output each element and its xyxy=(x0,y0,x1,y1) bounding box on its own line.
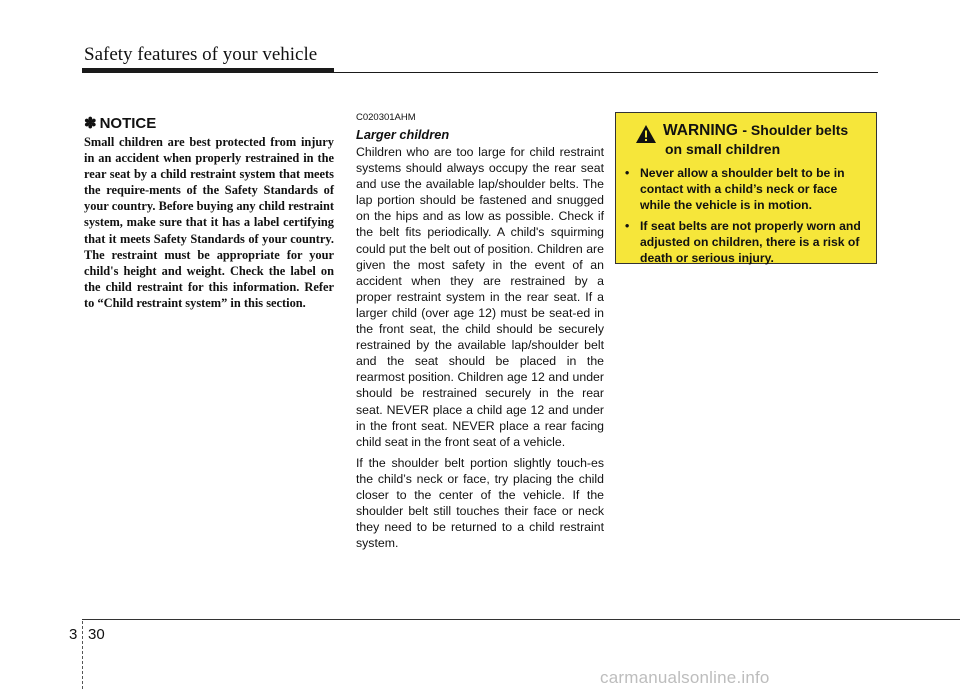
larger-children-column xyxy=(356,112,604,556)
warning-title-rest: - Shoulder belts xyxy=(742,122,849,138)
warning-title-row xyxy=(625,121,867,158)
bullet-icon: • xyxy=(625,219,630,233)
warning-list xyxy=(625,165,867,266)
notice-column xyxy=(84,114,334,311)
header-rule-thin xyxy=(82,72,878,73)
page-divider xyxy=(82,621,83,689)
warning-item-text: Never allow a shoulder belt to be in contact with a child’s neck or face while the vehicle is in motion. xyxy=(640,166,845,212)
notice-mark-icon: ✽ xyxy=(84,115,97,132)
watermark: carmanualsonline.info xyxy=(600,668,770,687)
page-number: 30 xyxy=(88,626,105,643)
warning-box xyxy=(615,112,877,264)
section-title: Safety features of your vehicle xyxy=(84,44,318,65)
notice-heading xyxy=(84,114,334,132)
notice-body: Small children are best protected from injury in an accident when properly restrained in the rear seat by a child restraint system that meets the require-ments of the Safety Standards of your country. Before buying any child restraint system, make sure that it has a label certifying that it meets Safety Standards of your country. The restraint must be appropriate for your child's height and weight. Check the label on the child restraint for this information. Refer to “Child restraint system” in this section. xyxy=(84,135,334,310)
footer-rule xyxy=(82,619,960,620)
warning-item xyxy=(625,165,867,213)
warning-title-line2: on small children xyxy=(665,141,781,157)
notice-heading-text: NOTICE xyxy=(99,115,157,132)
chapter-number: 3 xyxy=(69,626,78,643)
larger-children-paragraph-1: Children who are too large for child restraint systems should always occupy the rear seat and use the available lap/shoulder belts. The lap portion should be fastened and snugged on the hips and as low as possible. Check if the belt fits periodically. A child's squirming could put the belt out of position. Children are given the most safety in the event of an accident when they are restrained by a proper restraint system in the rear seat. If a larger child (over age 12) must be seat-ed in the front seat, the child should be securely restrained by the available lap/shoulder belt and the seat should be placed in the rearmost position. Children age 12 and under should be restrained securely in the rear seat. NEVER place a child age 12 and under in the front seat. NEVER place a rear facing child seat in the front seat of a vehicle. xyxy=(356,145,604,449)
warning-triangle-icon xyxy=(635,124,657,144)
warning-item xyxy=(625,218,867,266)
bullet-icon: • xyxy=(625,166,630,180)
warning-label: WARNING xyxy=(663,122,738,139)
section-code: C020301AHM xyxy=(356,112,416,123)
warning-title xyxy=(663,121,848,158)
larger-children-paragraph-2: If the shoulder belt portion slightly touch-es the child’s neck or face, try placing the child closer to the center of the vehicle. If the shoulder belt still touches their face or neck they need to be returned to a child restraint system. xyxy=(356,455,604,551)
larger-children-heading: Larger children xyxy=(356,127,450,142)
warning-item-text: If seat belts are not properly worn and adjusted on children, there is a risk of death or serious injury. xyxy=(640,219,861,265)
